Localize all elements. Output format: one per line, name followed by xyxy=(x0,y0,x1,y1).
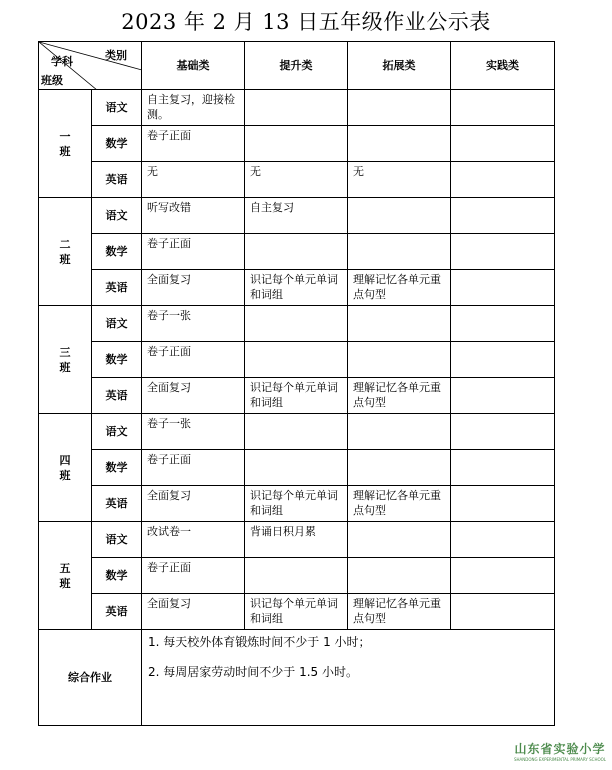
homework-text: 全面复习 xyxy=(147,273,191,286)
class-name-cell xyxy=(39,90,92,198)
diag-label-category: 类别 xyxy=(105,49,127,62)
class-name-cell xyxy=(39,306,92,414)
homework-text: 卷子一张 xyxy=(147,417,191,430)
diag-label-class: 班级 xyxy=(41,74,63,87)
class-name-cell xyxy=(39,198,92,306)
class-name: 三班 xyxy=(59,345,71,374)
table-row xyxy=(39,558,555,594)
school-logo xyxy=(512,740,608,762)
homework-text: 卷子正面 xyxy=(147,561,191,574)
homework-cell xyxy=(348,594,451,630)
homework-text: 理解记忆各单元重点句型 xyxy=(353,273,441,301)
homework-text: 自主复习 xyxy=(250,201,294,214)
homework-text: 无 xyxy=(250,165,261,178)
homework-text: 全面复习 xyxy=(147,489,191,502)
subject-cell: 语文 xyxy=(92,414,142,450)
table-row xyxy=(39,450,555,486)
homework-text: 改试卷一 xyxy=(147,525,191,538)
homework-cell xyxy=(451,486,555,522)
homework-text: 自主复习，迎接检测。 xyxy=(147,93,235,121)
homework-cell xyxy=(142,594,245,630)
homework-cell xyxy=(245,90,348,126)
homework-cell xyxy=(348,198,451,234)
homework-text: 卷子一张 xyxy=(147,309,191,322)
homework-text: 全面复习 xyxy=(147,597,191,610)
homework-cell xyxy=(142,162,245,198)
homework-cell xyxy=(348,234,451,270)
subject-cell: 英语 xyxy=(92,378,142,414)
column-header-extend: 拓展类 xyxy=(348,42,451,90)
comprehensive-row xyxy=(39,630,555,726)
homework-text: 卷子正面 xyxy=(147,129,191,142)
homework-cell xyxy=(142,234,245,270)
comprehensive-line: 1. 每天校外体育锻炼时间不少于 1 小时； xyxy=(148,635,371,649)
table-row xyxy=(39,198,555,234)
homework-cell xyxy=(142,90,245,126)
homework-cell xyxy=(245,342,348,378)
homework-cell xyxy=(142,306,245,342)
subject-cell: 语文 xyxy=(92,198,142,234)
header-row xyxy=(39,42,555,90)
homework-cell xyxy=(245,162,348,198)
table-row xyxy=(39,306,555,342)
column-header-basic: 基础类 xyxy=(142,42,245,90)
column-header-improve: 提升类 xyxy=(245,42,348,90)
homework-cell xyxy=(451,162,555,198)
table-row xyxy=(39,234,555,270)
homework-cell xyxy=(245,486,348,522)
subject-cell: 数学 xyxy=(92,342,142,378)
diag-label-subject: 学科 xyxy=(51,55,73,68)
homework-cell xyxy=(142,342,245,378)
homework-text: 理解记忆各单元重点句型 xyxy=(353,381,441,409)
subject-cell: 数学 xyxy=(92,450,142,486)
homework-text: 无 xyxy=(353,165,364,178)
homework-cell xyxy=(348,522,451,558)
subject-cell: 语文 xyxy=(92,522,142,558)
logo-text-cn: 山东省实验小学 xyxy=(514,742,606,756)
homework-text: 无 xyxy=(147,165,158,178)
homework-cell xyxy=(348,414,451,450)
homework-text: 识记每个单元单词和词组 xyxy=(250,381,338,409)
homework-cell xyxy=(245,234,348,270)
table-row xyxy=(39,270,555,306)
homework-cell xyxy=(348,450,451,486)
homework-text: 全面复习 xyxy=(147,381,191,394)
column-header-practice: 实践类 xyxy=(451,42,555,90)
class-name: 二班 xyxy=(59,237,71,266)
logo-text-en: SHANDONG EXPERIMENTAL PRIMARY SCHOOL xyxy=(513,757,607,762)
homework-cell xyxy=(142,450,245,486)
homework-cell xyxy=(142,270,245,306)
homework-cell xyxy=(245,450,348,486)
homework-text: 卷子正面 xyxy=(147,345,191,358)
comprehensive-label: 综合作业 xyxy=(39,630,142,726)
table-row xyxy=(39,414,555,450)
homework-text: 背诵日积月累 xyxy=(250,525,316,538)
homework-cell xyxy=(348,558,451,594)
comprehensive-content xyxy=(142,630,555,726)
homework-cell xyxy=(451,450,555,486)
homework-cell xyxy=(245,270,348,306)
class-name-cell xyxy=(39,414,92,522)
homework-text: 理解记忆各单元重点句型 xyxy=(353,489,441,517)
subject-cell: 英语 xyxy=(92,162,142,198)
subject-cell: 数学 xyxy=(92,234,142,270)
homework-text: 识记每个单元单词和词组 xyxy=(250,597,338,625)
homework-cell xyxy=(142,378,245,414)
homework-cell xyxy=(245,522,348,558)
homework-cell xyxy=(142,486,245,522)
homework-cell xyxy=(245,378,348,414)
page-title: 2023 年 2 月 13 日五年级作业公示表 xyxy=(121,10,491,34)
homework-cell xyxy=(142,558,245,594)
homework-cell xyxy=(451,594,555,630)
homework-cell xyxy=(348,126,451,162)
homework-cell xyxy=(245,126,348,162)
homework-text: 理解记忆各单元重点句型 xyxy=(353,597,441,625)
subject-cell: 英语 xyxy=(92,486,142,522)
homework-cell xyxy=(348,270,451,306)
homework-cell xyxy=(451,378,555,414)
homework-cell xyxy=(451,234,555,270)
diagonal-header-cell xyxy=(39,42,142,90)
table-row xyxy=(39,594,555,630)
subject-cell: 语文 xyxy=(92,90,142,126)
homework-cell xyxy=(245,306,348,342)
homework-text: 听写改错 xyxy=(147,201,191,214)
homework-text: 卷子正面 xyxy=(147,453,191,466)
homework-cell xyxy=(245,198,348,234)
homework-cell xyxy=(348,342,451,378)
homework-cell xyxy=(245,594,348,630)
homework-cell xyxy=(451,270,555,306)
table-row xyxy=(39,522,555,558)
class-name: 四班 xyxy=(59,453,71,482)
homework-text: 识记每个单元单词和词组 xyxy=(250,489,338,517)
class-name-cell xyxy=(39,522,92,630)
homework-cell xyxy=(451,342,555,378)
table-row xyxy=(39,90,555,126)
homework-cell xyxy=(245,414,348,450)
homework-text: 卷子正面 xyxy=(147,237,191,250)
homework-cell xyxy=(348,486,451,522)
comprehensive-line: 2. 每周居家劳动时间不少于 1.5 小时。 xyxy=(148,665,358,679)
homework-cell xyxy=(142,198,245,234)
class-name: 一班 xyxy=(59,129,71,158)
subject-cell: 数学 xyxy=(92,558,142,594)
homework-cell xyxy=(348,378,451,414)
homework-cell xyxy=(451,198,555,234)
subject-cell: 英语 xyxy=(92,594,142,630)
homework-cell xyxy=(451,558,555,594)
table-row xyxy=(39,378,555,414)
homework-cell xyxy=(451,306,555,342)
table-row xyxy=(39,342,555,378)
subject-cell: 英语 xyxy=(92,270,142,306)
homework-cell xyxy=(451,126,555,162)
table-row xyxy=(39,126,555,162)
homework-cell xyxy=(348,306,451,342)
subject-cell: 数学 xyxy=(92,126,142,162)
homework-cell xyxy=(142,414,245,450)
table-row xyxy=(39,162,555,198)
table-row xyxy=(39,486,555,522)
homework-cell xyxy=(142,522,245,558)
homework-text: 识记每个单元单词和词组 xyxy=(250,273,338,301)
homework-cell xyxy=(348,162,451,198)
subject-cell: 语文 xyxy=(92,306,142,342)
homework-cell xyxy=(451,414,555,450)
homework-cell xyxy=(245,558,348,594)
class-name: 五班 xyxy=(59,561,71,590)
homework-table xyxy=(38,41,555,726)
homework-cell xyxy=(451,90,555,126)
homework-cell xyxy=(142,126,245,162)
homework-cell xyxy=(451,522,555,558)
homework-cell xyxy=(348,90,451,126)
